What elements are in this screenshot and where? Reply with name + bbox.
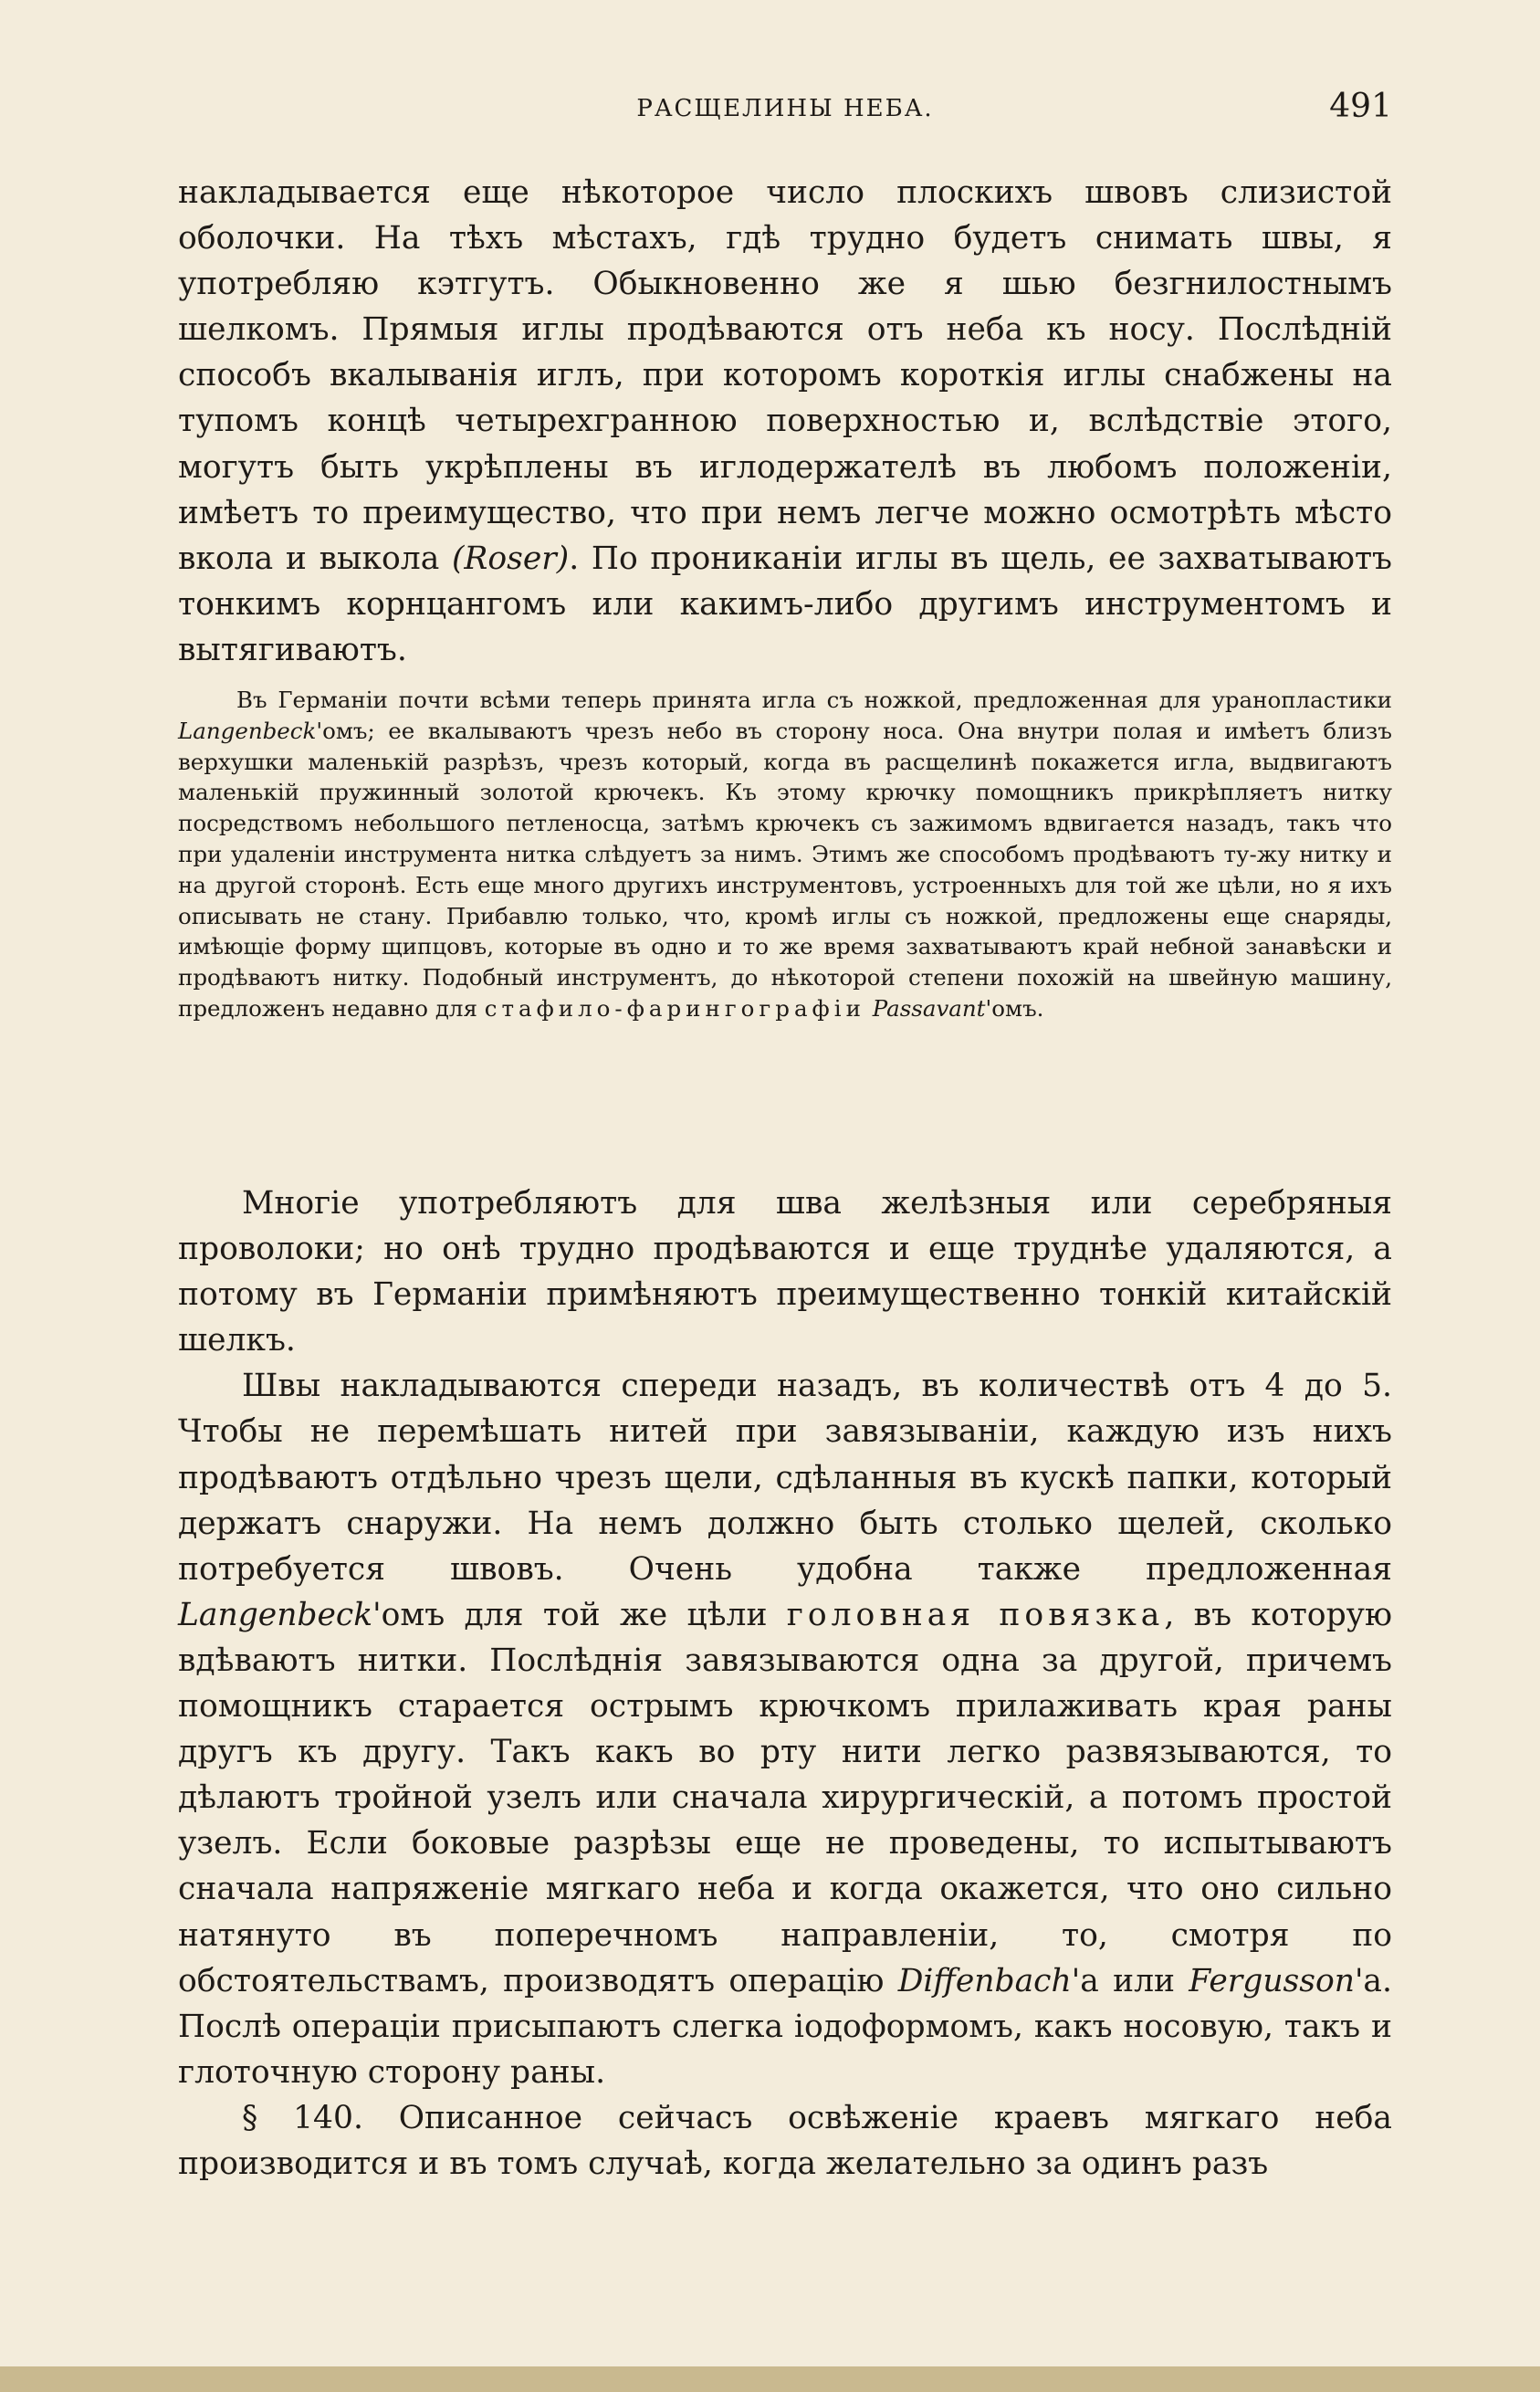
- paragraph-3: Многiе употребляютъ для шва желѣзныя или серебряныя проволоки; но онѣ трудно продѣваются и еще труднѣе удаляются, а потому въ Германiи примѣняютъ преимущественно тонкiй китайскiй шелкъ.: [178, 1185, 1392, 1359]
- paragraph-5: § 140. Описанное сейчасъ освѣженiе краевъ мягкаго неба производится и въ томъ случаѣ, когда желательно за одинъ разъ: [178, 2099, 1392, 2182]
- paragraph-1: накладывается еще нѣкоторое число плоскихъ швовъ слизистой оболочки. На тѣхъ мѣстахъ, гдѣ трудно будетъ снимать швы, я употребляю кэтгутъ. Обыкновенно же я шью безгнилостнымъ шелкомъ. Прямыя иглы продѣваются отъ неба къ носу. Послѣднiй способъ вкалыванiя иглъ, при которомъ короткiя иглы снабжены на тупомъ концѣ четырехгранною поверхностью и, вслѣдствiе этого, могутъ быть укрѣплены въ иглодержателѣ въ любомъ положенiи, имѣетъ то преимущество, что при немъ легче можно осмотрѣть мѣсто вкола и выкола (Roser). По прониканiи иглы въ щель, ее захватываютъ тонкимъ корнцангомъ или какимъ-либо другимъ инструментомъ и вытягиваютъ.: [178, 174, 1392, 668]
- author-name-langenbeck: Langenbeck: [178, 717, 317, 744]
- footnote-paragraph: Въ Германiи почти всѣми теперь принята игла съ ножкой, предложенная для уранопластики Langenbeck'омъ; ее вкалываютъ чрезъ небо въ сторону носа. Она внутри полая и имѣетъ близъ верхушки маленькiй разрѣзъ, чрезъ который, когда въ расщелинѣ покажется игла, выдвигаютъ маленькiй пружинный золотой крючекъ. Къ этому крючку помощникъ прикрѣпляетъ нитку посредствомъ небольшого петленосца, затѣмъ крючекъ съ зажимомъ вдвигается назадъ, такъ что при удаленiи инструмента нитка слѣдуетъ за нимъ. Этимъ же способомъ продѣваютъ ту-жу нитку и на другой сторонѣ. Есть еще много другихъ инструментовъ, устроенныхъ для той же цѣли, но я ихъ описывать не стану. Прибавлю только, что, кромѣ иглы съ ножкой, предложены еще снаряды, имѣющiе форму щипцовъ, которые въ одно и то же время захватываютъ край небной занавѣски и продѣваютъ нитку. Подобный инструментъ, до нѣкоторой степени похожiй на швейную машину, предложенъ недавно для стафило-фарингографiи Passavant'омъ.: [178, 687, 1392, 1022]
- page-header: [178, 88, 1392, 131]
- spaced-term: стафило-фарингографiи: [484, 994, 865, 1022]
- paragraph-4: Швы накладываются спереди назадъ, въ количествѣ отъ 4 до 5. Чтобы не перемѣшать нитей при завязыванiи, каждую изъ нихъ продѣваютъ отдѣльно чрезъ щели, сдѣланныя въ кускѣ папки, который держатъ снаружи. На немъ должно быть столько щелей, сколько потребуется швовъ. Очень удобна также предложенная Langenbeck'омъ для той же цѣли головная повязка, въ которую вдѣваютъ нитки. Послѣднiя завязываются одна за другой, причемъ помощникъ старается острымъ крючкомъ прилаживать края раны другъ къ другу. Такъ какъ во рту нити легко развязываются, то дѣлаютъ тройной узелъ или сначала хирургическiй, а потомъ простой узелъ. Если боковые разрѣзы еще не проведены, то испытываютъ сначала напряженiе мягкаго неба и когда окажется, что оно сильно натянуто въ поперечномъ направленiи, то, смотря по обстоятельствамъ, производятъ операцiю Diffenbach'а или Fergusson'а. Послѣ операцiи присыпаютъ слегка iодоформомъ, какъ носовую, такъ и глоточную сторону раны.: [178, 1368, 1392, 2091]
- author-name-diffenbach: Diffenbach: [897, 1962, 1072, 1999]
- author-name-passavant: Passavant: [872, 994, 986, 1022]
- page-bottom-edge: [0, 2366, 1540, 2392]
- running-title: РАСЩЕЛИНЫ НЕБА.: [636, 95, 934, 122]
- page-number: 491: [1329, 88, 1392, 125]
- author-name-fergusson: Fergusson: [1189, 1962, 1355, 1999]
- author-name-roser: (Roser): [451, 540, 570, 577]
- author-name-langenbeck: Langenbeck: [178, 1596, 373, 1633]
- main-text-lower: [178, 1180, 1392, 2187]
- spaced-term: головная повязка: [786, 1596, 1165, 1633]
